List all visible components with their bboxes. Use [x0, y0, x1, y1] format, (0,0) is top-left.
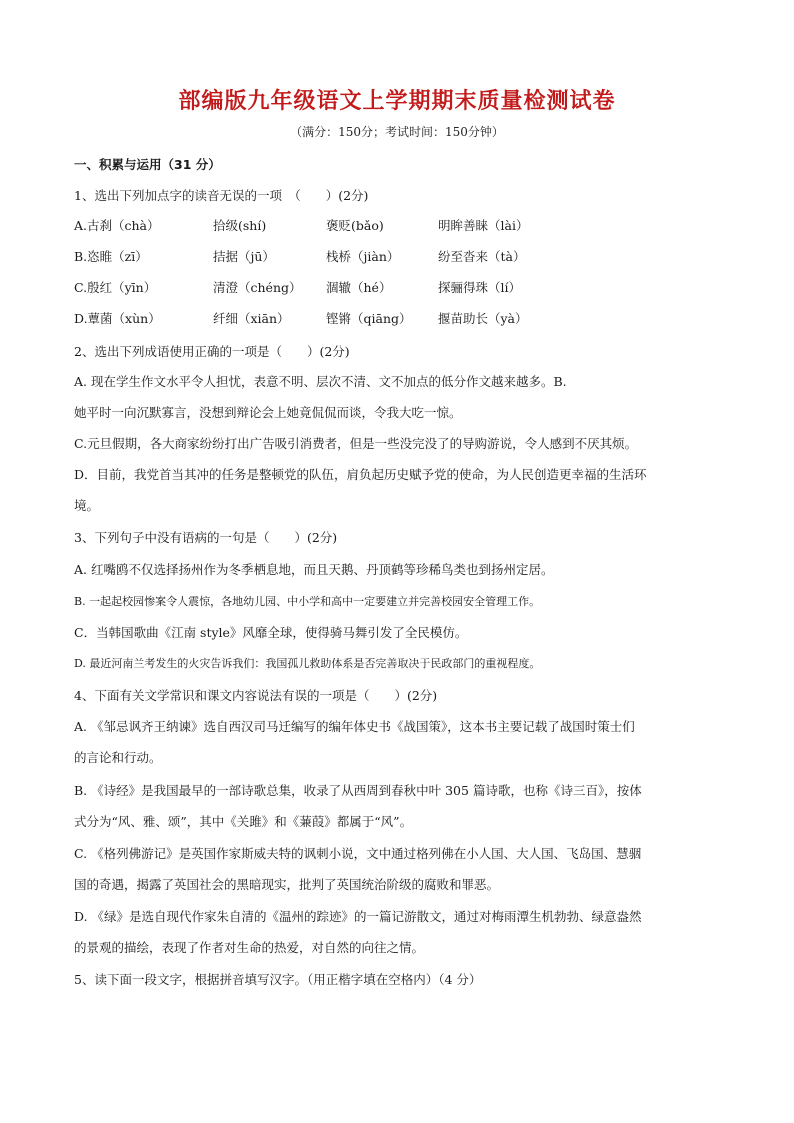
question-5-stem: 5、读下面一段文字，根据拼音填写汉字。（用正楷字填在空格内）（4 分） [74, 972, 482, 987]
q1-option-d-2: 纤细（xiān） [213, 311, 290, 326]
q1-option-a-3: 褒贬(bǎo) [326, 218, 384, 233]
question-3-stem: 3、下列句子中没有语病的一句是（ ）(2分) [74, 530, 338, 545]
q1-option-d-3: 铿锵（qiāng） [326, 311, 412, 326]
q3-option-a: A. 红嘴鸥不仅选择扬州作为冬季栖息地，而且天鹅、丹顶鹤等珍稀鸟类也到扬州定居。 [74, 562, 554, 577]
page-title: 部编版九年级语文上学期期末质量检测试卷 [178, 89, 616, 114]
q1-option-d-4: 揠苗助长（yà） [438, 311, 528, 326]
q4-line-1: A. 《邹忌讽齐王纳谏》选自西汉司马迁编写的编年体史书《战国策》，这本书主要记载了战国时策士们 [74, 719, 635, 734]
q4-line-5: C. 《格列佛游记》是英国作家斯威夫特的讽刺小说，文中通过格列佛在小人国、大人国、飞岛国、慧骃 [74, 846, 642, 861]
q1-option-b-1: B.恣睢（zī） [74, 249, 148, 264]
section-heading: 一、积累与运用（31 分） [74, 157, 221, 172]
q4-line-6: 国的奇遇，揭露了英国社会的黑暗现实，批判了英国统治阶级的腐败和罪恶。 [74, 877, 500, 892]
q2-line-1: A. 现在学生作文水平令人担忧，表意不明、层次不清、文不加点的低分作文越来越多。B. [74, 374, 567, 389]
q2-line-4: D．目前，我党首当其冲的任务是整顿党的队伍，肩负起历史赋予党的使命，为人民创造更幸福的生活环 [74, 467, 647, 482]
q2-line-3: C.元旦假期，各大商家纷纷打出广告吸引消费者，但是一些没完没了的导购游说，令人感到不厌其烦。 [74, 436, 638, 451]
q1-option-b-3: 栈桥（jiàn） [326, 249, 400, 264]
question-4-stem: 4、下面有关文学常识和课文内容说法有误的一项是（ ）(2分) [74, 688, 438, 703]
q4-line-7: D. 《绿》是选自现代作家朱自清的《温州的踪迹》的一篇记游散文，通过对梅雨潭生机勃勃、绿意盎然 [74, 909, 642, 924]
q4-line-2: 的言论和行动。 [74, 750, 162, 765]
q1-option-b-4: 纷至沓来（tà） [438, 249, 526, 264]
q4-line-3: B. 《诗经》是我国最早的一部诗歌总集，收录了从西周到春秋中叶 305 篇诗歌，也称《诗三百》，按体 [74, 783, 642, 798]
q4-line-4: 式分为“风、雅、颂”，其中《关雎》和《蒹葭》都属于“风”。 [74, 814, 413, 829]
q1-option-c-1: C.殷红（yīn） [74, 280, 157, 295]
q1-option-a-1: A.古刹（chà） [74, 218, 160, 233]
q1-option-a-2: 拾级(shí) [213, 218, 267, 233]
q2-line-2: 她平时一向沉默寡言，没想到辩论会上她竟侃侃而谈，令我大吃一惊。 [74, 405, 462, 420]
q1-option-a-4: 明眸善睐（lài） [438, 218, 529, 233]
q3-option-c: C．当韩国歌曲《江南 style》风靡全球，使得骑马舞引发了全民模仿。 [74, 625, 468, 640]
q4-line-8: 的景观的描绘，表现了作者对生命的热爱，对自然的向往之情。 [74, 940, 425, 955]
q1-option-b-2: 拮据（jū） [213, 249, 275, 264]
exam-info: （满分：150分；考试时间：150分钟） [290, 125, 504, 139]
q1-option-d-1: D.蕈菌（xùn） [74, 311, 161, 326]
q1-option-c-2: 清澄（chéng） [213, 280, 302, 295]
q1-option-c-3: 涸辙（hé） [326, 280, 392, 295]
question-2-stem: 2、选出下列成语使用正确的一项是（ ）(2分) [74, 344, 350, 359]
q1-option-c-4: 探骊得珠（lí） [438, 280, 521, 295]
q3-option-b: B. 一起起校园惨案令人震惊，各地幼儿园、中小学和高中一定要建立并完善校园安全管理工作。 [74, 595, 541, 608]
question-1-stem: 1、选出下列加点字的读音无误的一项 （ ）(2分) [74, 188, 369, 203]
q2-line-5: 境。 [74, 498, 100, 513]
q3-option-d: D. 最近河南兰考发生的火灾告诉我们：我国孤儿救助体系是否完善取决于民政部门的重视程度。 [74, 657, 541, 670]
